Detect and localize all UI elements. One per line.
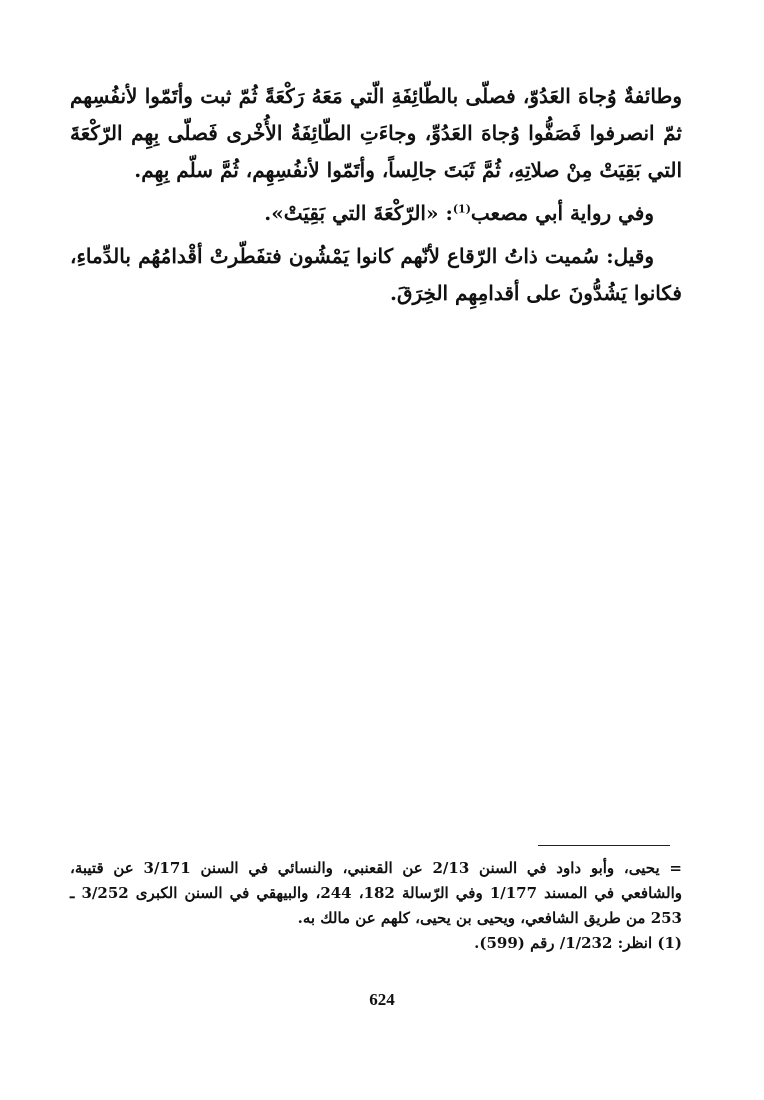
riwaya-quote: : «الرّكْعَةَ التي بَقِيَتْ». xyxy=(264,201,453,225)
footnote-divider xyxy=(538,845,670,846)
footnote-continuation: = يحيى، وأبو داود في السنن 2/13 عن القعنبي، والنسائي في السنن 3/171 عن قتيبة، والشافعي في المسند 1/177 وفي الرّسالة 182، 244، والبيهقي في السنن الكبرى 3/252 ـ 253 من طريق الشافعي، ويحيى بن يحيى، كلهم عن مالك به. xyxy=(70,859,682,927)
paragraph-prayer-description: وطائفةٌ وُجاهَ العَدُوّ، فصلّى بالطّائِفَةِ الّتي مَعَهُ رَكْعَةً ثُمّ ثبت وأتَمّوا لأنفُسِهم ثمّ انصرفوا فَصَفُّوا وُجاهَ العَدُوِّ، وجاءَتِ الطّائِفَةُ الأُخْرى فَصلّى بِهِم الرّكْعَةَ التي بَقِيَتْ مِنْ صلاتِهِ، ثُمَّ ثَبَتَ جالِساً، وأتَمّوا لأنفُسِهِم، ثُمَّ سلّم بِهِم. xyxy=(70,84,682,182)
page-number: 624 xyxy=(369,990,395,1009)
main-text xyxy=(70,78,682,318)
paragraph-riwaya xyxy=(70,195,682,232)
riwaya-text: وفي رواية أبي مصعب xyxy=(470,201,654,225)
paragraph-dhat-al-riqa: وقيل: سُميت ذاتُ الرّقاع لأنّهم كانوا يَمْشُون فتفَطّرتْ أقْدامُهُم بالدِّماءِ، فكانوا يَشُدُّونَ على أقدامِهِم الخِرَقَ. xyxy=(70,244,682,305)
footnote-1: (1) انظر: 1/232/ رقم (599). xyxy=(474,934,682,952)
footnote-marker: (1) xyxy=(452,202,471,216)
footnotes xyxy=(70,856,682,956)
